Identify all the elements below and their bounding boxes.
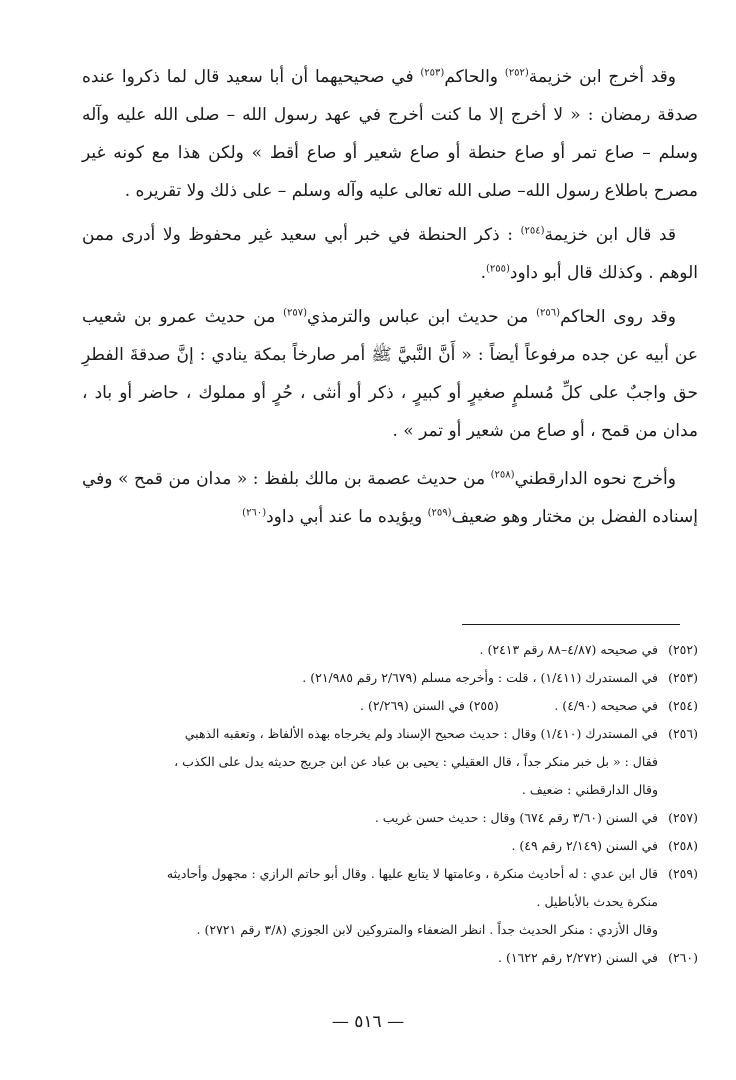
footnote-number: (٢٦٠) bbox=[668, 950, 698, 965]
footnote-divider bbox=[462, 624, 680, 625]
footnote-line: في المستدرك (١/٤١١) ، قلت : وأخرجه مسلم (٢/٦٧٩ رقم ٢١/٩٨٥) . bbox=[302, 670, 658, 685]
footnote-marker: (٢٥٢) bbox=[504, 67, 529, 79]
footnote bbox=[74, 636, 698, 664]
text-run: وقد روى الحاكم bbox=[560, 307, 676, 327]
footnote-line: في المستدرك (١/٤١٠) وقال : حديث صحيح الإسناد ولم يخرجاه بهذه الألفاظ ، وتعقبه الذهبي bbox=[184, 726, 658, 741]
footnote-text bbox=[74, 692, 658, 720]
footnote-marker: (٢٥٤) bbox=[520, 225, 545, 237]
footnote bbox=[74, 832, 698, 860]
footnote-line: في السنن (٢/٢٧٢ رقم ١٦٢٢) . bbox=[498, 950, 658, 965]
footnote-number: (٢٥٣) bbox=[668, 670, 698, 685]
text-run: من حديث ابن عباس والترمذي bbox=[307, 307, 537, 327]
page-number: — ٥١٦ — bbox=[331, 1012, 405, 1032]
footnote bbox=[74, 664, 698, 692]
footnote-text bbox=[74, 860, 658, 944]
footnote-number: (٢٥٢) bbox=[668, 642, 698, 657]
footnote-marker: (٢٥٣) bbox=[420, 67, 445, 79]
footnote bbox=[74, 692, 698, 720]
paragraph-2 bbox=[82, 216, 698, 292]
footnote-text bbox=[74, 720, 658, 804]
footnote-marker: (٢٦٠) bbox=[242, 507, 267, 519]
footnote bbox=[74, 944, 698, 972]
footnote-marker: (٢٥٨) bbox=[490, 469, 515, 481]
paragraph-3 bbox=[82, 298, 698, 450]
footnote-line: وقال الدارقطني : ضعيف . bbox=[521, 782, 658, 797]
footnote-line: وقال الأزدي : منكر الحديث جداً . انظر الضعفاء والمتروكين لابن الجوزي (٣/٨ رقم ٢٧٢١) . bbox=[196, 922, 658, 937]
footnote-number: (٢٥٩) bbox=[668, 866, 698, 881]
main-text bbox=[82, 58, 698, 536]
paragraph-4 bbox=[82, 460, 698, 536]
text-run: وأخرج نحوه الدارقطني bbox=[514, 469, 676, 489]
footnote-number: (٢٥٧) bbox=[668, 810, 698, 825]
footnote-text bbox=[74, 664, 658, 692]
footnote-marker: (٢٥٩) bbox=[427, 507, 452, 519]
footnotes bbox=[74, 636, 698, 972]
footnote-number: (٢٥٤) bbox=[668, 698, 698, 713]
footnote-line: في السنن (٣/٦٠ رقم ٦٧٤) وقال : حديث حسن غريب . bbox=[374, 810, 658, 825]
text-run: والحاكم bbox=[444, 67, 505, 87]
footnote-marker: (٢٥٥) bbox=[485, 263, 510, 275]
footnote-number: (٢٥٨) bbox=[668, 838, 698, 853]
footnote-number: (٢٥٦) bbox=[668, 726, 698, 741]
footnote-line: في صحيحه (٤/٨٧–٨٨ رقم ٢٤١٣) . bbox=[479, 642, 658, 657]
text-run: وقد أخرج ابن خزيمة bbox=[528, 67, 677, 87]
footnote-line: في صحيحه (٤/٩٠) . (٢٥٥) في السنن (٢/٢٦٩) . bbox=[360, 698, 658, 713]
text-run: من حديث عصمة بن مالك بلفظ : « مدان من قمح » وفي إسناده الفضل بن مختار وهو ضعيف bbox=[82, 469, 698, 527]
footnote bbox=[74, 804, 698, 832]
footnote-marker: (٢٥٦) bbox=[536, 307, 561, 319]
paragraph-1 bbox=[82, 58, 698, 210]
footnote-line: فقال : « بل خبر منكر جداً ، قال العقيلي : يحيى بن عباد عن ابن جريج حديثه يدل على الكذب ، bbox=[174, 754, 658, 769]
footnote bbox=[74, 860, 698, 944]
footnote-text bbox=[74, 832, 658, 860]
footnote-line: قال ابن عدي : له أحاديث منكرة ، وعامتها لا يتابع عليها . وقال أبو حاتم الرازي : مجهول وأحاديثه bbox=[166, 866, 658, 881]
footnote-text bbox=[74, 944, 658, 972]
footnote-text bbox=[74, 804, 658, 832]
text-run: في صحيحيهما أن أبا سعيد قال لما ذكروا عنده صدقة رمضان : « لا أخرج إلا ما كنت أخرج في عهد رسول الله – صلى الله عليه وآله وسلم – صاع تمر أو صاع حنطة أو صاع شعير أو صاع أقط » ولكن هذا مع كونه غير مصرح باطلاع رسول الله– صلى الله تعالى عليه وآله وسلم – على ذلك ولا تقريره . bbox=[82, 67, 698, 201]
text-run: ويؤيده ما عند أبي داود bbox=[266, 507, 428, 527]
text-run: قد قال ابن خزيمة bbox=[544, 225, 676, 245]
text-run: من حديث عمرو بن شعيب عن أبيه عن جده مرفوعاً أيضاً : « أَنَّ النَّبيَّ ﷺ أمر صارخاً بمكة ينادي : إنَّ صدقةَ الفطرِ حق واجبٌ على كلِّ مُسلمٍ صغيرٍ أو كبيرٍ ، ذكر أو أنثى ، حُرٍ أو مملوك ، حاضر أو باد ، مدان من قمح ، أو صاع من شعير أو تمر » . bbox=[82, 307, 698, 441]
footnote-line: في السنن (٢/١٤٩ رقم ٤٩) . bbox=[511, 838, 658, 853]
text-run: . bbox=[480, 263, 486, 283]
footnote bbox=[74, 720, 698, 804]
text-run: : ذكر الحنطة في خبر أبي سعيد غير محفوظ ولا أدرى ممن الوهم . وكذلك قال أبو داود bbox=[82, 225, 698, 283]
footnote-marker: (٢٥٧) bbox=[283, 307, 308, 319]
footnote-text bbox=[74, 636, 658, 664]
footnote-line: منكرة يحدث بالأباطيل . bbox=[536, 894, 658, 909]
